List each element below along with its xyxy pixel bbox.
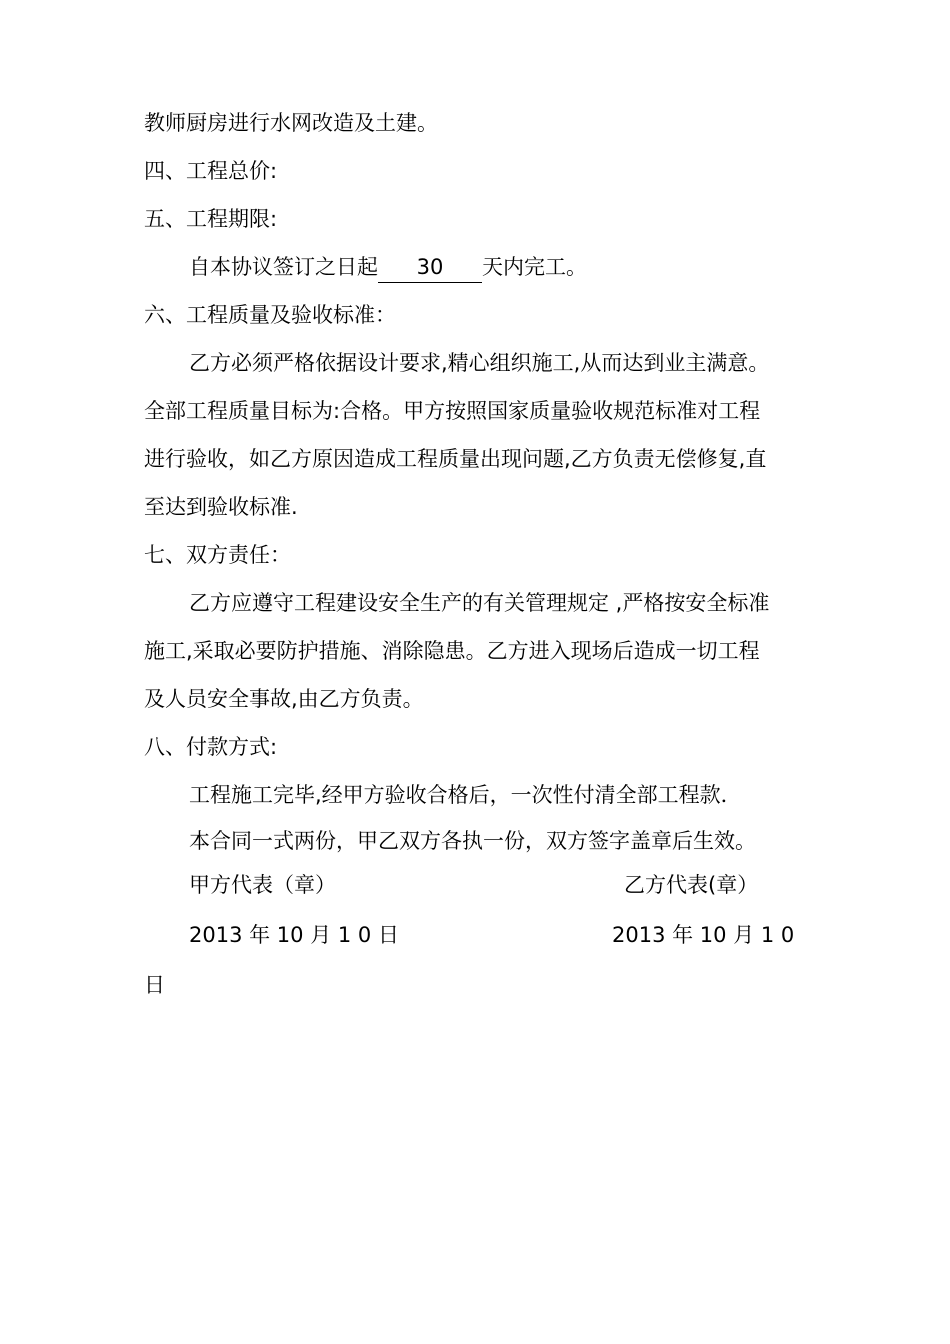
term-days-field: 30 [378,252,482,283]
term-prefix: 自本协议签订之日起 [189,255,378,279]
section-7-line-3: 及人员安全事故,由乙方负责。 [144,687,424,711]
section-5-term-line [189,252,587,283]
section-7-title: 七、双方责任： [144,543,291,567]
section-6-title: 六、工程质量及验收标准： [144,303,396,327]
term-suffix: 天内完工。 [482,255,587,279]
party-b-date: 2013 年 10 月 1 0 [612,923,795,947]
section-8-title: 八、付款方式: [144,735,278,759]
intro-tail-text: 教师厨房进行水网改造及土建。 [144,111,438,135]
section-5-title: 五、工程期限: [144,207,278,231]
section-6-line-1: 乙方必须严格依据设计要求,精心组织施工,从而达到业主满意。 [189,351,770,375]
section-6-line-3: 进行验收，如乙方原因造成工程质量出现问题,乙方负责无偿修复,直 [144,447,767,471]
section-6-line-2: 全部工程质量目标为:合格。甲方按照国家质量验收规范标准对工程 [144,399,761,423]
party-a-label: 甲方代表（章） [189,873,336,897]
party-b-label: 乙方代表(章） [624,873,759,897]
section-8-line-1: 工程施工完毕,经甲方验收合格后，一次性付清全部工程款． [189,783,742,807]
section-4-title: 四、工程总价: [144,159,278,183]
party-a-date: 2013 年 10 月 1 0 日 [189,923,399,947]
party-b-date-tail: 日 [144,973,165,997]
section-6-line-4: 至达到验收标准. [144,495,298,519]
section-7-line-2: 施工,采取必要防护措施、消除隐患。乙方进入现场后造成一切工程 [144,639,760,663]
section-7-line-1: 乙方应遵守工程建设安全生产的有关管理规定 ,严格按安全标准 [189,591,770,615]
section-8-line-2: 本合同一式两份，甲乙双方各执一份，双方签字盖章后生效。 [189,829,756,853]
